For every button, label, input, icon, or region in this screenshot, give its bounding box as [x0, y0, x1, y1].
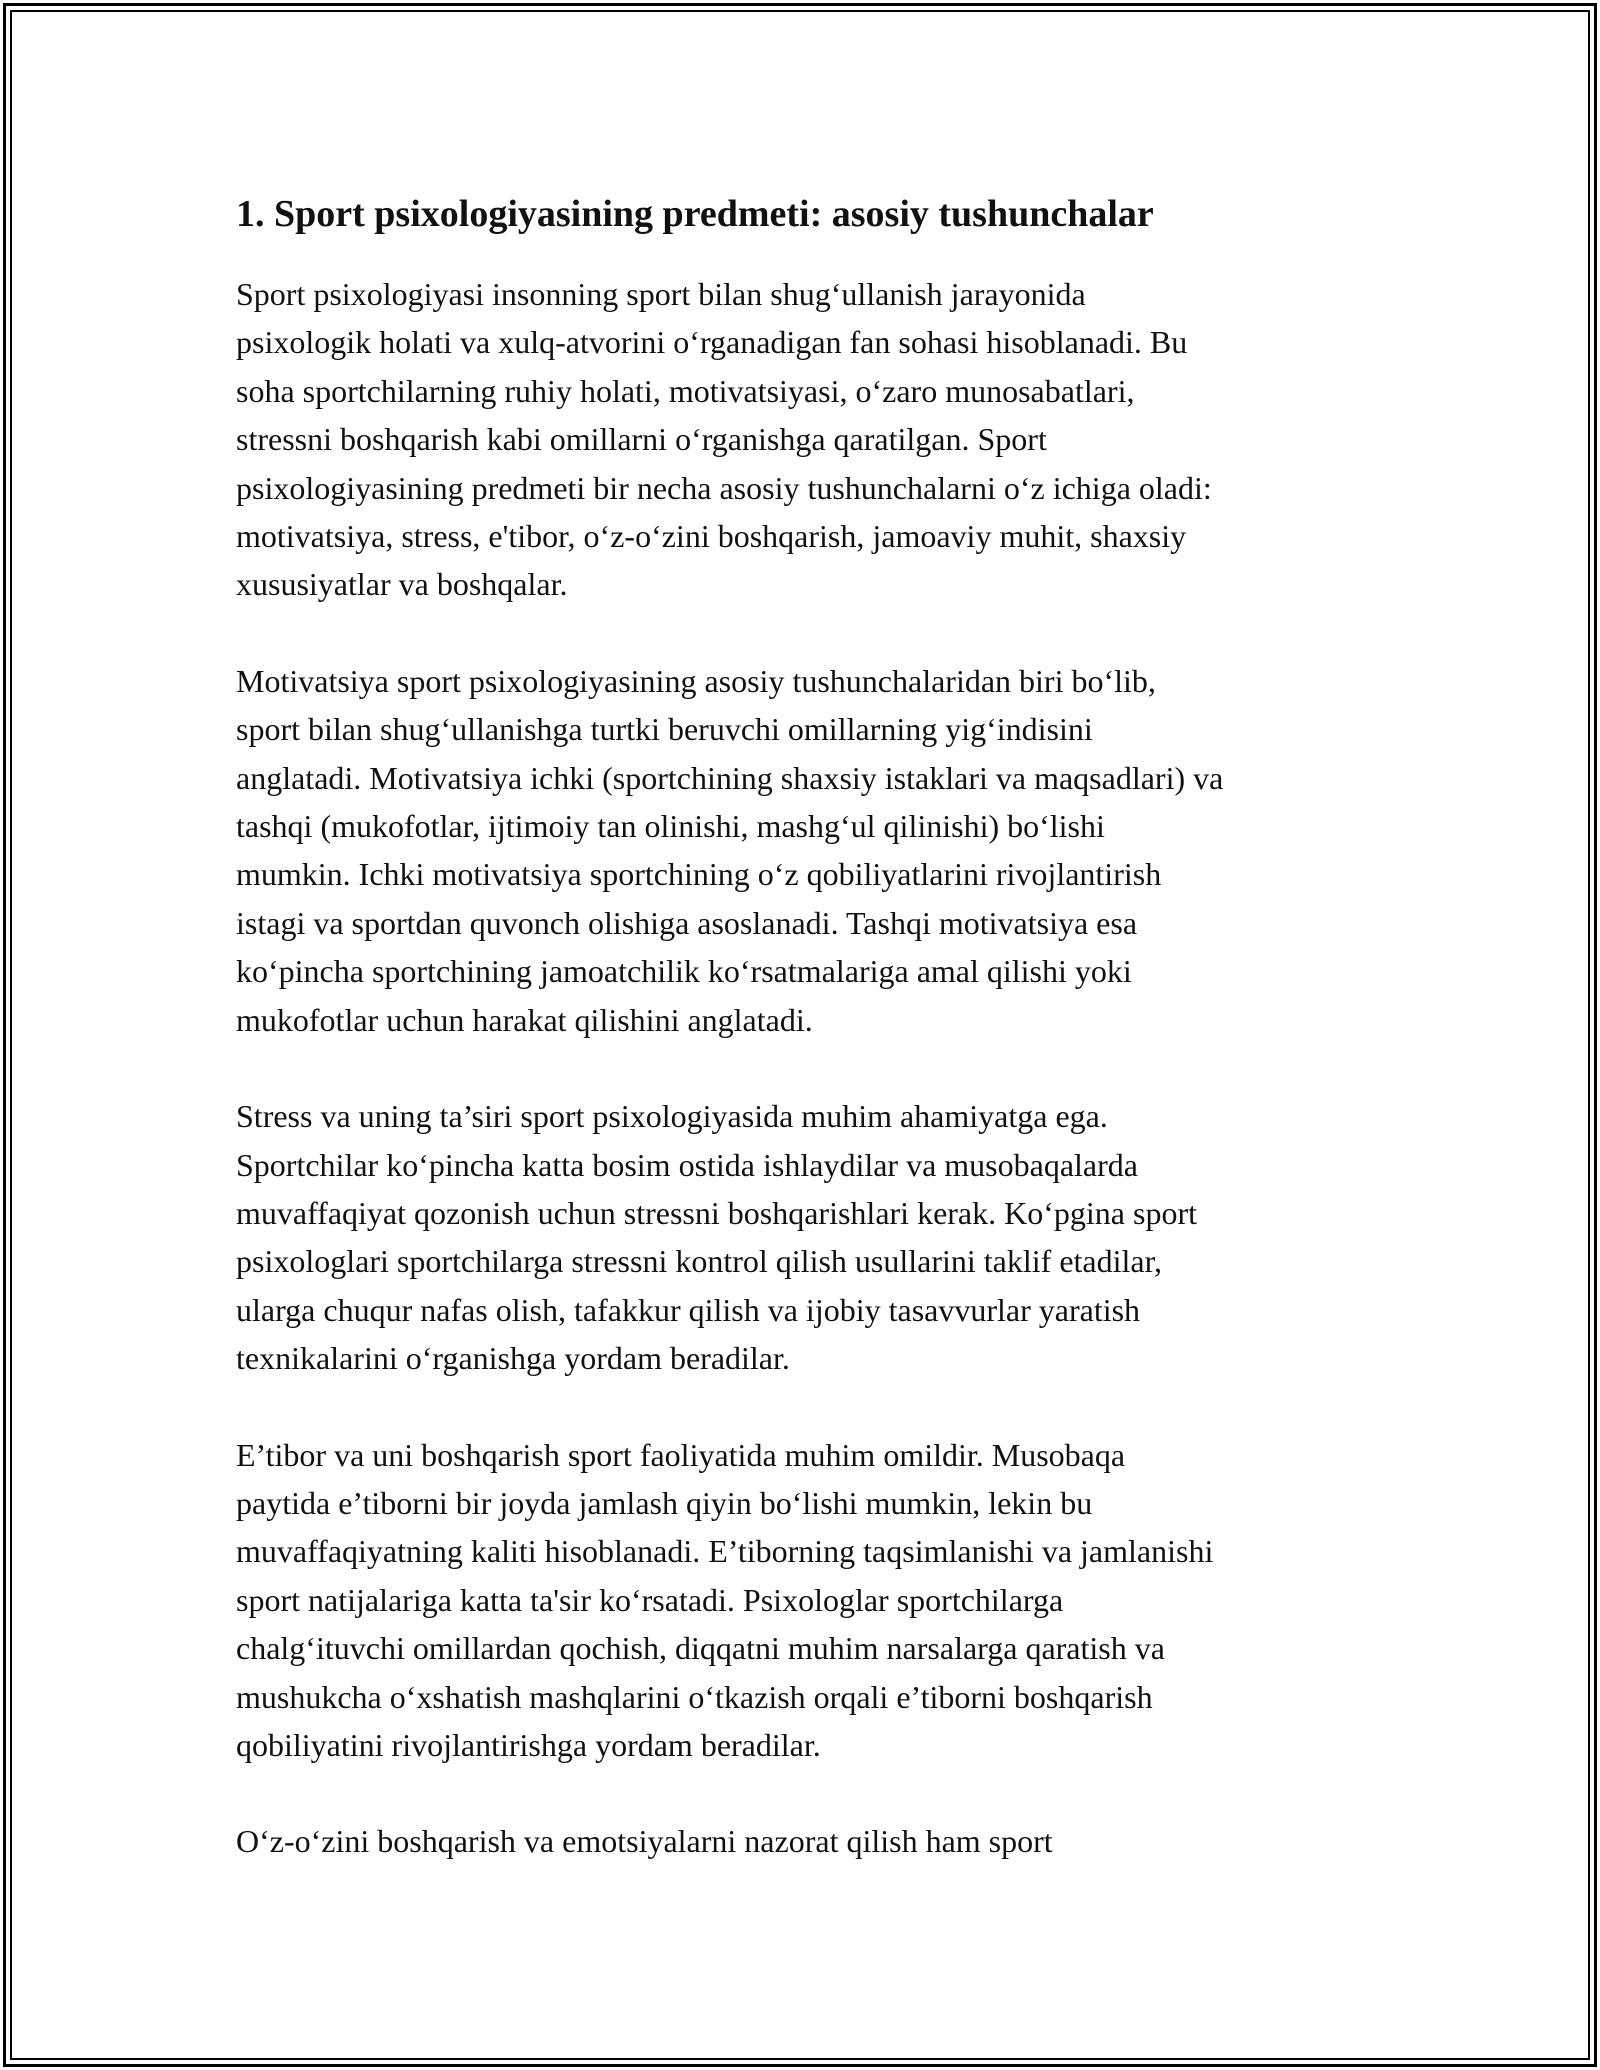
- paragraph-line: qobiliyatini rivojlantirishga yordam beradilar.: [236, 1726, 821, 1763]
- paragraph-line: psixologik holati va xulq-atvorini o‘rganadigan fan sohasi hisoblanadi. Bu: [236, 324, 1188, 361]
- paragraphs-container: [236, 270, 1366, 1866]
- paragraph: [236, 657, 1366, 1044]
- paragraph-line: Sportchilar ko‘pincha katta bosim ostida ishlaydilar va musobaqalarda: [236, 1146, 1138, 1183]
- paragraph-line: istagi va sportdan quvonch olishiga asoslanadi. Tashqi motivatsiya esa: [236, 904, 1138, 941]
- paragraph-line: soha sportchilarning ruhiy holati, motivatsiyasi, o‘zaro munosabatlari,: [236, 372, 1135, 409]
- paragraph-line: stressni boshqarish kabi omillarni o‘rganishga qaratilgan. Sport: [236, 421, 1047, 458]
- paragraph-line: mushukcha o‘xshatish mashqlarini o‘tkazish orqali e’tiborni boshqarish: [236, 1678, 1153, 1715]
- paragraph-line: texnikalarini o‘rganishga yordam beradilar.: [236, 1340, 790, 1377]
- page-title: 1. Sport psixologiyasining predmeti: asosiy tushunchalar: [236, 193, 1154, 235]
- paragraph-line: motivatsiya, stress, e'tibor, o‘z-o‘zini boshqarish, jamoaviy muhit, shaxsiy: [236, 518, 1187, 555]
- paragraph-line: anglatadi. Motivatsiya ichki (sportchining shaxsiy istaklari va maqsadlari) va: [236, 759, 1224, 796]
- paragraph-line: chalg‘ituvchi omillardan qochish, diqqatni muhim narsalarga qaratish va: [236, 1630, 1165, 1667]
- paragraph-line: O‘z-o‘zini boshqarish va emotsiyalarni nazorat qilish ham sport: [236, 1823, 1053, 1860]
- paragraph-line: ularga chuqur nafas olish, tafakkur qilish va ijobiy tasavvurlar yaratish: [236, 1291, 1141, 1328]
- paragraph-line: Motivatsiya sport psixologiyasining asosiy tushunchalaridan biri bo‘lib,: [236, 662, 1156, 699]
- paragraph-line: xususiyatlar va boshqalar.: [236, 566, 568, 603]
- paragraph-line: mukofotlar uchun harakat qilishini anglatadi.: [236, 1001, 813, 1038]
- paragraph-line: paytida e’tiborni bir joyda jamlash qiyin bo‘lishi mumkin, lekin bu: [236, 1484, 1093, 1521]
- paragraph-line: muvaffaqiyat qozonish uchun stressni boshqarishlari kerak. Ko‘pgina sport: [236, 1194, 1197, 1231]
- paragraph-line: psixologiyasining predmeti bir necha asosiy tushunchalarni o‘z ichiga oladi:: [236, 469, 1212, 506]
- paragraph-line: sport bilan shug‘ullanishga turtki beruvchi omillarning yig‘indisini: [236, 711, 1093, 748]
- paragraph-line: ko‘pincha sportchining jamoatchilik ko‘rsatmalariga amal qilishi yoki: [236, 953, 1132, 990]
- paragraph-line: Sport psixologiyasi insonning sport bilan shug‘ullanish jarayonida: [236, 276, 1086, 312]
- paragraph-line: sport natijalariga katta ta'sir ko‘rsatadi. Psixologlar sportchilarga: [236, 1581, 1064, 1618]
- paragraph-line: mumkin. Ichki motivatsiya sportchining o‘z qobiliyatlarini rivojlantirish: [236, 856, 1162, 893]
- paragraph: [236, 1431, 1366, 1770]
- paragraph-line: tashqi (mukofotlar, ijtimoiy tan olinishi, mashg‘ul qilinishi) bo‘lishi: [236, 808, 1105, 845]
- paragraph-line: Stress va uning ta’siri sport psixologiyasida muhim ahamiyatga ega.: [236, 1098, 1108, 1135]
- paragraph: [236, 270, 1366, 609]
- paragraph: [236, 1817, 1366, 1865]
- paragraph-line: muvaffaqiyatning kaliti hisoblanadi. E’tiborning taqsimlanishi va jamlanishi: [236, 1533, 1214, 1570]
- paragraph-line: E’tibor va uni boshqarish sport faoliyatida muhim omildir. Musobaqa: [236, 1436, 1126, 1473]
- document-body: [236, 186, 1366, 1914]
- paragraph: [236, 1092, 1366, 1382]
- paragraph-line: psixologlari sportchilarga stressni kontrol qilish usullarini taklif etadilar,: [236, 1243, 1162, 1280]
